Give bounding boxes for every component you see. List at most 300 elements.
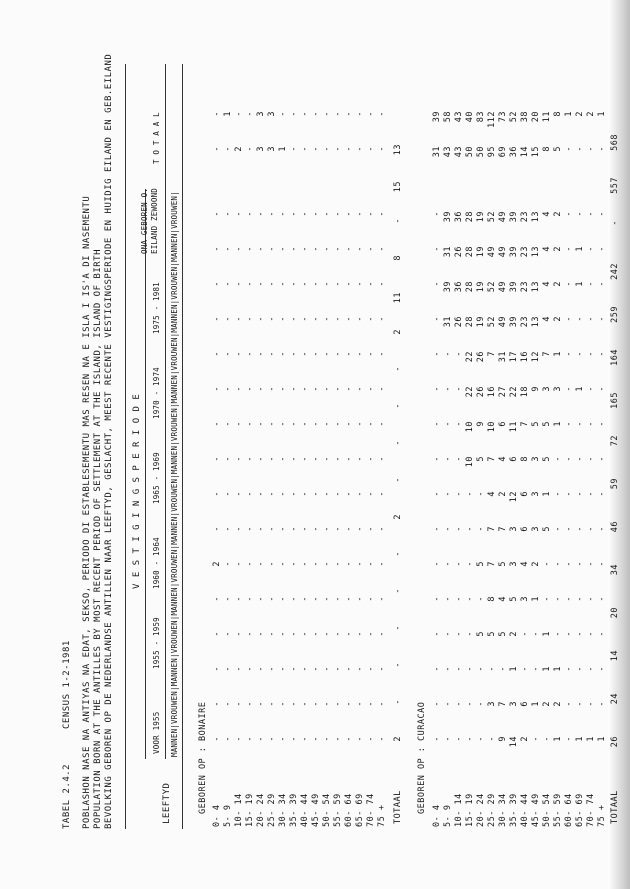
table-cell: - <box>278 561 288 567</box>
table-cell: - <box>245 736 255 742</box>
table-cell: - <box>443 666 453 672</box>
section-total-cell: 8 <box>393 255 403 261</box>
table-cell: - <box>377 701 387 707</box>
total-cell-women: 2 <box>575 111 585 117</box>
table-cell: - <box>333 666 343 672</box>
table-cell: - <box>256 456 266 462</box>
table-cell: - <box>531 666 541 672</box>
table-cell: 3 <box>531 491 541 497</box>
table-cell: 3 <box>531 456 541 462</box>
table-cell: - <box>355 386 365 392</box>
table-cell: - <box>322 736 332 742</box>
total-cell-women: - <box>322 111 332 117</box>
table-cell: 39 <box>509 281 519 293</box>
table-cell: - <box>289 211 299 217</box>
age-group-label: 0- 4 <box>432 804 442 827</box>
table-cell: - <box>223 596 233 602</box>
table-cell: - <box>432 211 442 217</box>
table-cell: - <box>256 386 266 392</box>
section-total-cell: 46 <box>610 521 620 533</box>
table-cell: 23 <box>520 211 530 223</box>
table-cell: - <box>564 526 574 532</box>
table-cell: - <box>311 491 321 497</box>
table-cell: - <box>597 211 607 217</box>
table-cell: 2 <box>553 246 563 252</box>
table-cell: 5 <box>542 526 552 532</box>
total-cell-women: 73 <box>498 111 508 123</box>
total-label-bonaire: TOTAAL <box>393 790 403 824</box>
table-cell: - <box>454 491 464 497</box>
table-cell: - <box>311 596 321 602</box>
table-cell: - <box>520 666 530 672</box>
table-cell: 1 <box>553 421 563 427</box>
table-cell: - <box>575 351 585 357</box>
total-cell-men: 50 <box>476 146 486 158</box>
total-cell-men: 50 <box>465 146 475 158</box>
table-cell: 5 <box>542 421 552 427</box>
table-cell: 13 <box>531 316 541 328</box>
table-cell: - <box>234 701 244 707</box>
period-1955-1959: 1955 - 1959 <box>152 617 161 669</box>
total-cell-men: 2 <box>234 146 244 152</box>
table-cell: - <box>432 246 442 252</box>
table-cell: - <box>366 386 376 392</box>
period-rule <box>165 64 166 759</box>
table-cell: - <box>289 246 299 252</box>
table-cell: - <box>278 526 288 532</box>
table-cell: - <box>234 281 244 287</box>
table-cell: - <box>333 736 343 742</box>
table-cell: 1 <box>575 281 585 287</box>
section-total-cell: 15 <box>393 181 403 193</box>
table-cell: - <box>300 596 310 602</box>
table-cell: - <box>300 351 310 357</box>
table-cell: - <box>377 596 387 602</box>
age-group-label: 75 + <box>597 804 607 827</box>
total-label-curacao: TOTAAL <box>610 790 620 824</box>
table-cell: - <box>443 631 453 637</box>
table-cell: - <box>586 386 596 392</box>
table-cell: - <box>212 421 222 427</box>
table-cell: - <box>322 281 332 287</box>
table-cell: - <box>311 561 321 567</box>
table-cell: 1 <box>575 736 585 742</box>
table-cell: - <box>366 491 376 497</box>
table-cell: - <box>322 526 332 532</box>
total-cell-men: 8 <box>542 146 552 152</box>
table-cell: - <box>366 281 376 287</box>
section-label-curacao: GEBOREN OP : CURACAO <box>417 701 427 814</box>
total-cell-men: - <box>245 146 255 152</box>
table-cell: 49 <box>498 246 508 258</box>
table-cell: 49 <box>498 316 508 328</box>
table-cell: 7 <box>520 421 530 427</box>
table-cell: - <box>498 666 508 672</box>
table-cell: - <box>575 316 585 322</box>
table-cell: - <box>377 211 387 217</box>
table-cell: - <box>366 351 376 357</box>
table-cell: - <box>377 456 387 462</box>
table-cell: - <box>586 666 596 672</box>
section-total-cell: 34 <box>610 564 620 576</box>
table-cell: - <box>234 526 244 532</box>
table-cell: 4 <box>520 561 530 567</box>
table-cell: 39 <box>443 211 453 223</box>
table-cell: 22 <box>465 351 475 363</box>
table-cell: - <box>212 736 222 742</box>
table-cell: - <box>300 246 310 252</box>
subtitle-line-1: POBLASHON NASE NA ANTIYAS NA EDAT, SEKSO, PERIODO DI ESTABLESEMENTU MAS RESEN NA E ISLA I IS'A DI NASEMENTU <box>82 195 92 829</box>
table-cell: - <box>377 561 387 567</box>
table-cell: 12 <box>531 351 541 363</box>
table-cell: 39 <box>443 281 453 293</box>
table-cell: - <box>278 316 288 322</box>
total-cell-men: - <box>597 146 607 152</box>
table-cell: - <box>344 456 354 462</box>
table-cell: - <box>443 456 453 462</box>
total-cell-men: 15 <box>531 146 541 158</box>
table-cell: 2 <box>509 631 519 637</box>
table-cell: - <box>267 736 277 742</box>
table-cell: - <box>476 666 486 672</box>
table-cell: - <box>256 246 266 252</box>
table-cell: - <box>531 736 541 742</box>
section-total-cell: 557 <box>610 177 620 194</box>
total-cell-women: - <box>377 111 387 117</box>
table-cell: - <box>597 281 607 287</box>
table-cell: - <box>454 666 464 672</box>
table-cell: - <box>278 211 288 217</box>
table-cell: 52 <box>487 316 497 328</box>
age-group-label: 45- 49 <box>311 793 321 827</box>
table-cell: - <box>245 386 255 392</box>
table-cell: 7 <box>487 561 497 567</box>
table-cell: 22 <box>509 386 519 398</box>
table-cell: - <box>267 596 277 602</box>
table-cell: 2 <box>498 491 508 497</box>
section-total-cell: 259 <box>610 306 620 323</box>
table-cell: 28 <box>465 281 475 293</box>
table-cell: 4 <box>542 281 552 287</box>
table-cell: - <box>597 701 607 707</box>
table-cell: - <box>454 386 464 392</box>
table-cell: - <box>586 281 596 287</box>
table-cell: 4 <box>498 596 508 602</box>
age-group-label: 5- 9 <box>443 804 453 827</box>
total-cell-men: - <box>564 146 574 152</box>
table-cell: - <box>333 351 343 357</box>
total-cell-men: 14 <box>520 146 530 158</box>
table-cell: 5 <box>498 561 508 567</box>
table-cell: 52 <box>487 281 497 293</box>
table-cell: - <box>564 491 574 497</box>
table-cell: - <box>333 246 343 252</box>
table-cell: - <box>267 526 277 532</box>
table-cell: 8 <box>520 456 530 462</box>
table-cell: 7 <box>487 456 497 462</box>
table-cell: - <box>311 246 321 252</box>
table-cell: 27 <box>498 386 508 398</box>
table-cell: - <box>487 736 497 742</box>
table-cell: - <box>465 666 475 672</box>
table-cell: - <box>234 736 244 742</box>
table-cell: 16 <box>520 351 530 363</box>
age-group-label: 15- 19 <box>465 793 475 827</box>
table-cell: - <box>465 561 475 567</box>
table-cell: - <box>245 666 255 672</box>
total-cell-women: 1 <box>564 111 574 117</box>
table-cell: - <box>289 351 299 357</box>
total-cell-men: 69 <box>498 146 508 158</box>
table-cell: - <box>597 631 607 637</box>
table-cell: - <box>311 526 321 532</box>
table-cell: - <box>344 316 354 322</box>
total-cell-women: 58 <box>443 111 453 123</box>
age-group-label: 70- 74 <box>366 793 376 827</box>
table-cell: - <box>465 736 475 742</box>
period-born-other: ONA GEBOREN O. EILAND ZEWOOND <box>140 187 159 254</box>
table-cell: - <box>355 281 365 287</box>
table-cell: - <box>300 316 310 322</box>
table-cell: - <box>289 631 299 637</box>
table-cell: 23 <box>520 316 530 328</box>
section-total-cell: 568 <box>610 134 620 151</box>
table-cell: 4 <box>542 211 552 217</box>
table-cell: - <box>212 631 222 637</box>
table-cell: - <box>586 456 596 462</box>
table-cell: 1 <box>553 736 563 742</box>
table-cell: - <box>575 631 585 637</box>
total-cell-women: - <box>289 111 299 117</box>
table-cell: 12 <box>509 491 519 503</box>
total-cell-women: 40 <box>465 111 475 123</box>
table-cell: 14 <box>509 736 519 748</box>
table-cell: - <box>454 421 464 427</box>
table-cell: 2 <box>553 281 563 287</box>
table-cell: - <box>454 631 464 637</box>
table-cell: - <box>300 421 310 427</box>
table-cell: - <box>476 526 486 532</box>
table-cell: - <box>245 211 255 217</box>
table-cell: 13 <box>531 246 541 258</box>
table-cell: - <box>443 596 453 602</box>
table-cell: - <box>322 316 332 322</box>
table-cell: 23 <box>520 281 530 293</box>
table-cell: - <box>377 736 387 742</box>
table-cell: - <box>322 491 332 497</box>
section-total-cell: 165 <box>610 392 620 409</box>
table-cell: - <box>586 596 596 602</box>
table-cell: - <box>333 386 343 392</box>
age-group-label: 10- 14 <box>234 793 244 827</box>
table-cell: 19 <box>476 316 486 328</box>
table-cell: - <box>344 351 354 357</box>
table-cell: 5 <box>487 631 497 637</box>
table-cell: - <box>289 736 299 742</box>
age-group-label: 25- 29 <box>487 793 497 827</box>
table-cell: 2 <box>553 211 563 217</box>
section-total-cell: 14 <box>610 650 620 662</box>
table-cell: - <box>355 316 365 322</box>
table-cell: 3 <box>509 701 519 707</box>
table-cell: - <box>377 316 387 322</box>
section-total-cell: - <box>610 220 620 226</box>
table-cell: 26 <box>454 316 464 328</box>
table-cell: - <box>267 421 277 427</box>
table-cell: - <box>333 316 343 322</box>
table-cell: - <box>212 281 222 287</box>
table-cell: 19 <box>476 281 486 293</box>
table-cell: - <box>586 526 596 532</box>
section-total-cell: 20 <box>610 607 620 619</box>
table-cell: - <box>234 386 244 392</box>
table-cell: 10 <box>465 456 475 468</box>
table-cell: - <box>223 211 233 217</box>
table-cell: - <box>223 456 233 462</box>
table-cell: - <box>344 596 354 602</box>
section-total-cell: - <box>393 403 403 409</box>
table-cell: - <box>443 701 453 707</box>
table-cell: - <box>267 456 277 462</box>
table-cell: - <box>575 211 585 217</box>
table-cell: 36 <box>454 281 464 293</box>
table-cell: - <box>355 561 365 567</box>
table-cell: - <box>377 386 387 392</box>
table-cell: - <box>465 526 475 532</box>
table-cell: - <box>564 456 574 462</box>
table-cell: - <box>564 421 574 427</box>
table-cell: 8 <box>487 596 497 602</box>
table-cell: - <box>212 666 222 672</box>
total-cell-women: 2 <box>586 111 596 117</box>
table-cell: 5 <box>476 631 486 637</box>
table-cell: 6 <box>509 456 519 462</box>
age-group-label: 70- 74 <box>586 793 596 827</box>
table-cell: 9 <box>531 386 541 392</box>
table-cell: - <box>487 666 497 672</box>
table-cell: - <box>553 456 563 462</box>
table-cell: 2 <box>212 561 222 567</box>
total-cell-men: - <box>586 146 596 152</box>
table-cell: - <box>366 456 376 462</box>
table-cell: - <box>432 491 442 497</box>
table-cell: - <box>586 351 596 357</box>
table-cell: - <box>245 631 255 637</box>
table-cell: 3 <box>509 561 519 567</box>
table-cell: 39 <box>509 316 519 328</box>
table-cell: - <box>454 701 464 707</box>
table-cell: 6 <box>520 701 530 707</box>
table-cell: 18 <box>520 386 530 398</box>
table-cell: 39 <box>509 246 519 258</box>
table-cell: - <box>377 491 387 497</box>
total-cell-women: - <box>311 111 321 117</box>
table-cell: - <box>311 631 321 637</box>
total-cell-women: - <box>278 111 288 117</box>
table-cell: - <box>300 456 310 462</box>
age-group-label: 30- 34 <box>278 793 288 827</box>
table-cell: - <box>300 631 310 637</box>
table-cell: - <box>366 736 376 742</box>
header-bottom-rule <box>182 64 183 829</box>
table-cell: - <box>564 666 574 672</box>
total-cell-men: - <box>366 146 376 152</box>
total-cell-men: - <box>333 146 343 152</box>
table-cell: - <box>597 526 607 532</box>
table-cell: - <box>245 421 255 427</box>
table-cell: - <box>212 491 222 497</box>
table-cell: 1 <box>531 701 541 707</box>
table-cell: - <box>553 561 563 567</box>
table-cell: - <box>344 526 354 532</box>
table-cell: 7 <box>542 351 552 357</box>
table-cell: - <box>597 246 607 252</box>
section-total-cell: - <box>393 625 403 631</box>
table-cell: 9 <box>476 421 486 427</box>
table-cell: 2 <box>520 736 530 742</box>
total-cell-men: 3 <box>256 146 266 152</box>
table-cell: - <box>234 596 244 602</box>
age-group-label: 20- 24 <box>476 793 486 827</box>
total-cell-men: - <box>575 146 585 152</box>
table-cell: 7 <box>487 526 497 532</box>
total-cell-men: 43 <box>443 146 453 158</box>
table-cell: - <box>432 421 442 427</box>
table-cell: - <box>256 596 266 602</box>
table-cell: - <box>256 421 266 427</box>
table-cell: 28 <box>465 316 475 328</box>
table-cell: - <box>300 701 310 707</box>
table-cell: - <box>311 351 321 357</box>
table-cell: - <box>586 421 596 427</box>
table-cell: 1 <box>575 246 585 252</box>
table-cell: 7 <box>498 701 508 707</box>
table-cell: - <box>223 246 233 252</box>
table-cell: - <box>267 491 277 497</box>
table-cell: - <box>311 701 321 707</box>
table-cell: - <box>476 736 486 742</box>
table-cell: - <box>355 596 365 602</box>
table-cell: 4 <box>542 246 552 252</box>
age-group-label: 20- 24 <box>256 793 266 827</box>
table-cell: - <box>355 491 365 497</box>
table-cell: 2 <box>553 701 563 707</box>
table-cell: - <box>586 211 596 217</box>
table-cell: - <box>333 281 343 287</box>
table-cell: - <box>322 631 332 637</box>
table-cell: - <box>377 666 387 672</box>
table-cell: - <box>212 351 222 357</box>
table-cell: - <box>597 666 607 672</box>
table-cell: - <box>542 596 552 602</box>
table-cell: 6 <box>498 421 508 427</box>
total-cell-men: 3 <box>267 146 277 152</box>
table-cell: - <box>311 386 321 392</box>
table-cell: - <box>432 386 442 392</box>
table-cell: - <box>311 456 321 462</box>
table-cell: - <box>311 211 321 217</box>
table-cell: - <box>344 386 354 392</box>
total-cell-women: 38 <box>520 111 530 123</box>
section-total-cell: 2 <box>393 329 403 335</box>
table-cell: - <box>366 596 376 602</box>
age-group-label: 35- 39 <box>509 793 519 827</box>
table-cell: - <box>223 386 233 392</box>
table-cell: - <box>597 386 607 392</box>
table-cell: 13 <box>531 211 541 223</box>
table-cell: - <box>256 281 266 287</box>
table-cell: - <box>223 281 233 287</box>
